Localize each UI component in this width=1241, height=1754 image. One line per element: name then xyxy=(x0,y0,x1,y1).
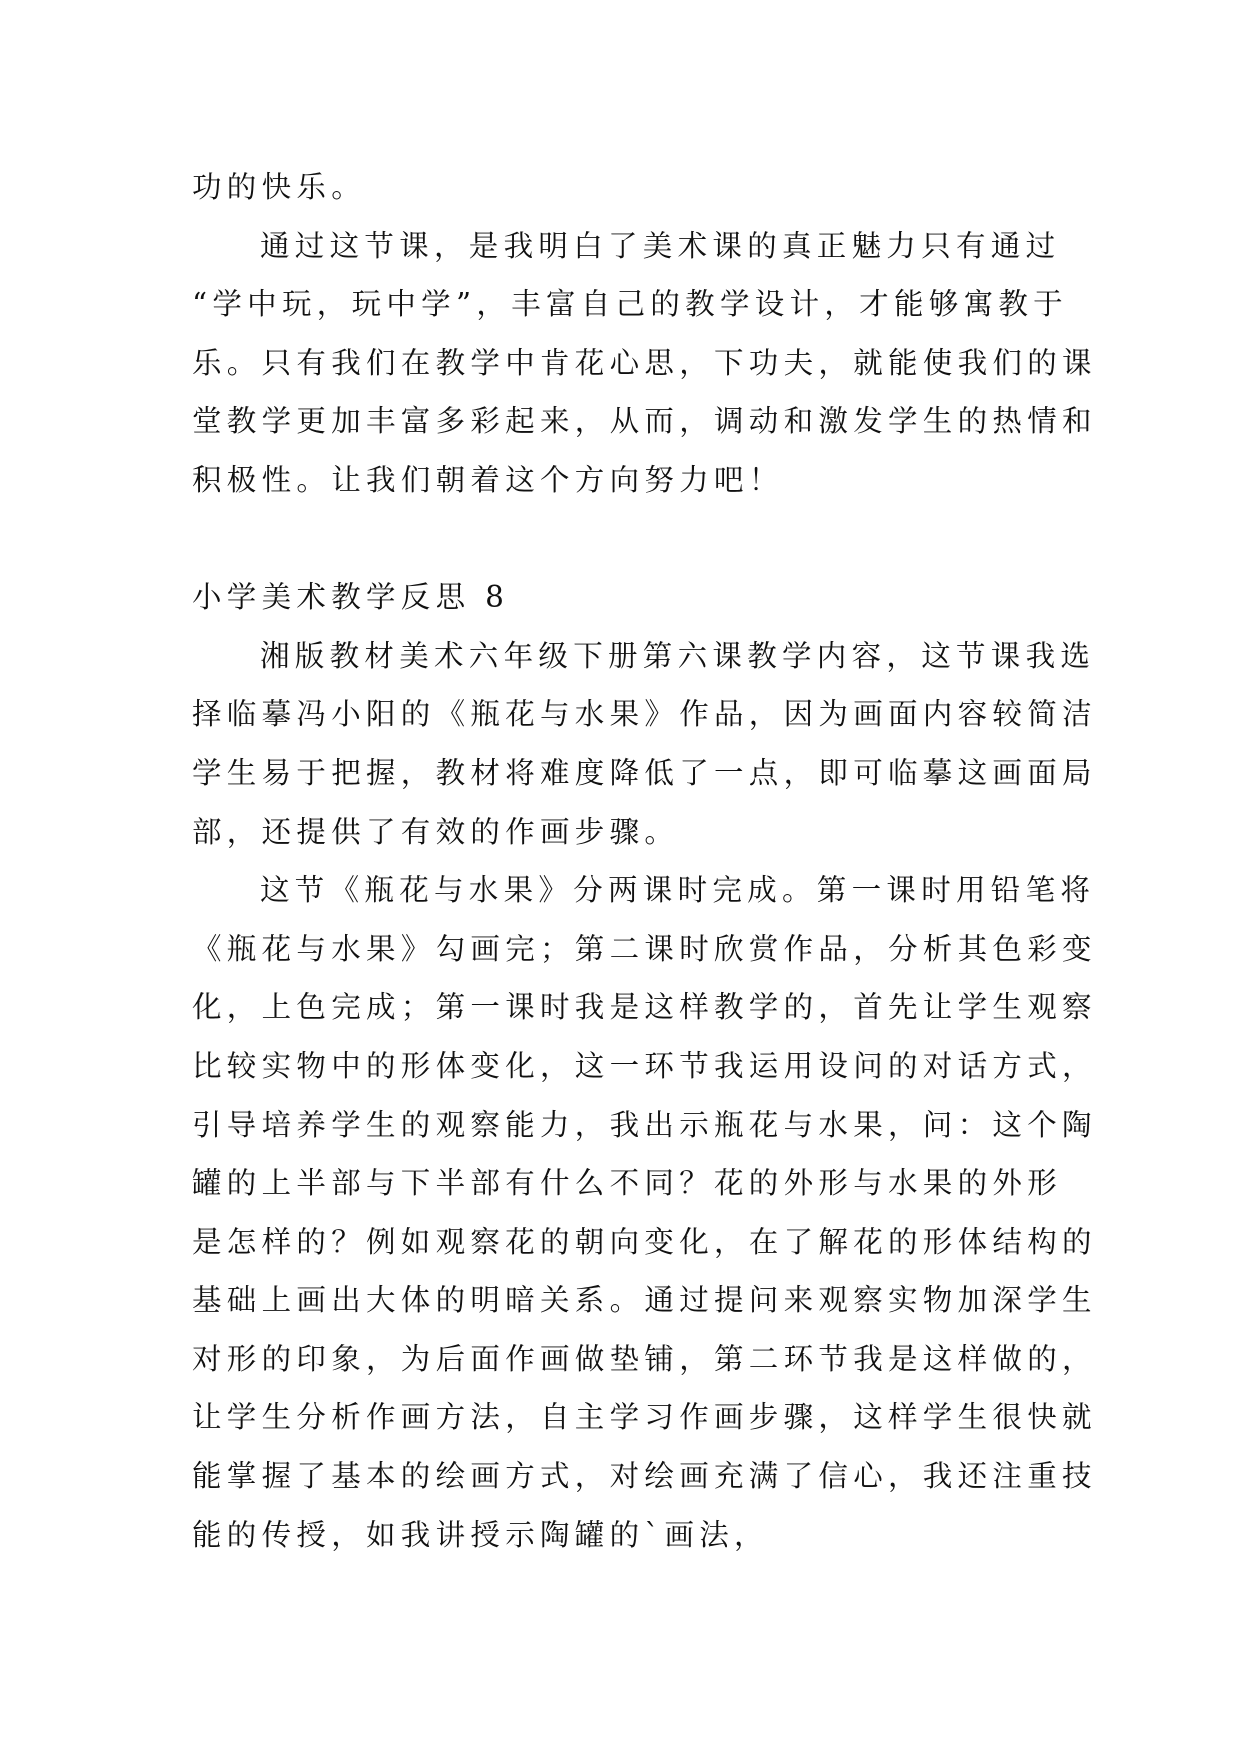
text-line: 能的传授，如我讲授示陶罐的`画法， xyxy=(192,1517,769,1552)
text-line: 通过这节课，是我明白了美术课的真正魅力只有通过 xyxy=(260,228,1061,263)
section-heading: 小学美术教学反思 8 xyxy=(192,580,510,615)
document-body xyxy=(192,158,1097,1564)
text-line: 能掌握了基本的绘画方式，对绘画充满了信心，我还注重技 xyxy=(192,1459,1097,1494)
text-line: 《瓶花与水果》勾画完；第二课时欣赏作品，分析其色彩变 xyxy=(192,931,1097,966)
text-line: 乐。只有我们在教学中肯花心思，下功夫，就能使我们的课 xyxy=(192,345,1097,380)
text-line: 对形的印象，为后面作画做垫铺，第二环节我是这样做的， xyxy=(192,1341,1097,1376)
text-line: 基础上画出大体的明暗关系。通过提问来观察实物加深学生 xyxy=(192,1283,1097,1318)
text-line: 比较实物中的形体变化，这一环节我运用设问的对话方式， xyxy=(192,1048,1097,1083)
text-line: 化，上色完成；第一课时我是这样教学的，首先让学生观察 xyxy=(192,990,1097,1025)
section-a-paragraph xyxy=(192,158,1097,510)
paragraph-gap xyxy=(192,510,1052,569)
text-line: 引导培养学生的观察能力，我出示瓶花与水果，问：这个陶 xyxy=(192,1107,1097,1142)
text-line: 湘版教材美术六年级下册第六课教学内容，这节课我选 xyxy=(260,638,1096,673)
text-line: 罐的上半部与下半部有什么不同？花的外形与水果的外形 xyxy=(192,1166,1063,1201)
text-line: 让学生分析作画方法，自主学习作画步骤，这样学生很快就 xyxy=(192,1400,1097,1435)
text-line: 是怎样的？例如观察花的朝向变化，在了解花的形体结构的 xyxy=(192,1224,1097,1259)
text-line: 积极性。让我们朝着这个方向努力吧！ xyxy=(192,462,784,497)
text-line: 功的快乐。 xyxy=(192,170,367,204)
text-line: 部，还提供了有效的作画步骤。 xyxy=(192,814,680,849)
text-line: 学生易于把握，教材将难度降低了一点，即可临摹这画面局 xyxy=(192,755,1097,790)
paragraph-2 xyxy=(192,861,1097,1564)
paragraph-1 xyxy=(192,627,1097,861)
text-line: 堂教学更加丰富多彩起来，从而，调动和激发学生的热情和 xyxy=(192,404,1097,439)
text-line: 这节《瓶花与水果》分两课时完成。第一课时用铅笔将 xyxy=(260,873,1096,908)
text-line: 择临摹冯小阳的《瓶花与水果》作品，因为画面内容较简洁 xyxy=(192,697,1097,732)
text-line: “学中玩，玩中学”，丰富自己的教学设计，才能够寓教于 xyxy=(192,287,1068,322)
